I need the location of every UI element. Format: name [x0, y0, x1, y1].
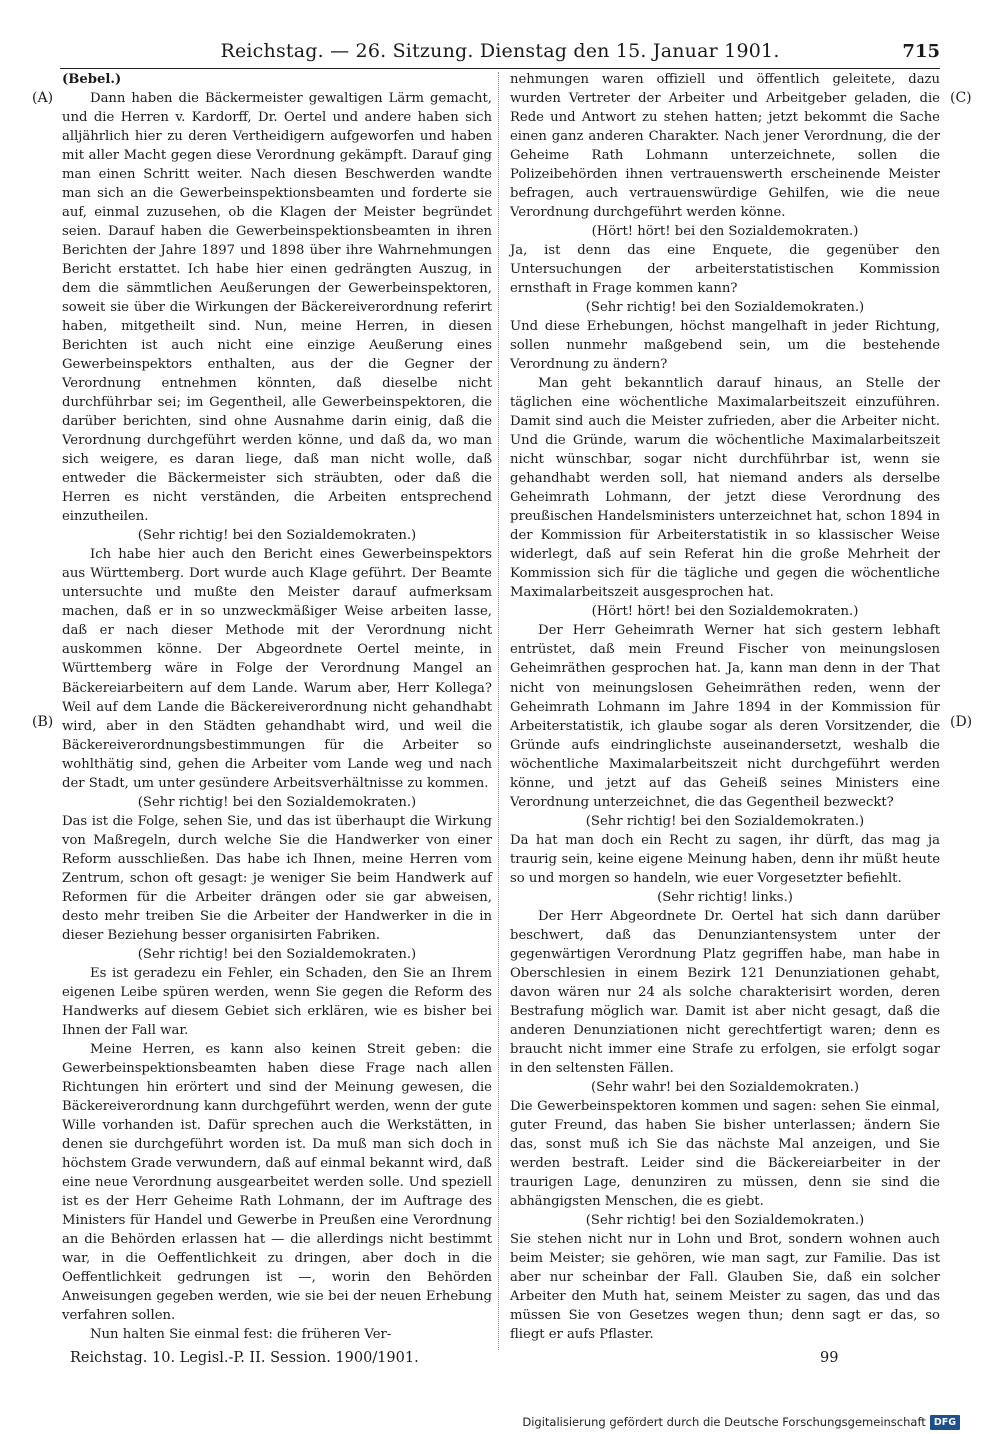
paragraph: Ja, ist denn das eine Enquete, die gegenüber den Untersuchungen der arbeiterstatistischen Kommission ernsthaft in Frage kommen kann? [510, 243, 940, 297]
audience-reaction: (Sehr richtig! bei den Sozialdemokraten.) [137, 794, 417, 810]
paragraph: Dann haben die Bäckermeister gewaltigen Lärm gemacht, und die Herren v. Kardorff, Dr. Oertel und andere haben sich alljährlich hier zu deren Vertheidigern aufgeworfen und haben mit aller Macht gegen diese Verordnung gekämpft. Darauf ging man einen Schritt weiter. Nach diesen Beschwerden wandte man sich an die Gewerbeinspektionsbeamten und forderte sie auf, einmal zuzusehen, ob die Klagen der Meister begründet seien. Darauf haben die Gewerbeinspektionsbeamten in ihren Berichten der Jahre 1897 und 1898 über ihre Wahrnehmungen Bericht erstattet. Ich habe hier einen gedrängten Auszug, in dem die sämmtlichen Aeußerungen der Gewerbeinspektoren, soweit sie über die Wirkungen der Bäckereiverordnung referirt haben, mitgetheilt sind. Nun, meine Herren, in diesen Berichten ist auch nicht eine einzige Aeußerung eines Gewerbeinspektors enthalten, aus der die Gegner der Verordnung entnehmen könnten, daß dieselbe nicht durchführbar sei; im Gegentheil, alle Gewerbeinspektoren, die darüber berichten, sind ohne Ausnahme darin einig, daß die Verordnung durchgeführt werden könne, und daß da, wo man sich weigere, es daran liege, daß man nicht wolle, daß entweder die Bäckermeister sich sträubten, oder daß die Herren es nicht verständen, die Arbeiten entsprechend einzutheilen. [62, 91, 492, 525]
left-text-column [62, 70, 492, 1344]
paragraph: Es ist geradezu ein Fehler, ein Schaden, den Sie an Ihrem eigenen Leibe spüren werden, wenn Sie gegen die Reform des Handwerks auf diesem Gebiet sich erklären, wie es bisher bei Ihnen der Fall war. [62, 965, 492, 1038]
margin-marker-c: (C) [950, 90, 972, 106]
paragraph: Der Herr Abgeordnete Dr. Oertel hat sich dann darüber beschwert, daß das Denunziantensystem unter der gegenwärtigen Verordnung Platz gegriffen habe, man habe in Oberschlesien in einem Bezirk 121 Denunziationen gehabt, davon wären nur 24 als solche charakterisirt worden, deren Bestrafung möglich war. Damit ist aber nicht gesagt, daß die anderen Denunziationen nicht gerechtfertigt waren; denn es braucht nicht immer eine Strafe zu erfolgen, sie erfolgt sogar in den seltensten Fällen. [510, 908, 940, 1076]
paragraph: Da hat man doch ein Recht zu sagen, ihr dürft, das mag ja traurig sein, keine eigene Meinung haben, denn ihr müßt heute so und morgen so handeln, wie euer Vorgesetzter befiehlt. [510, 832, 940, 886]
paragraph: Und diese Erhebungen, höchst mangelhaft in jeder Richtung, sollen nunmehr maßgebend sein, um die bestehende Verordnung zu ändern? [510, 319, 940, 373]
audience-reaction: (Sehr richtig! bei den Sozialdemokraten.) [137, 946, 417, 962]
audience-reaction: (Hört! hört! bei den Sozialdemokraten.) [591, 604, 859, 620]
audience-reaction: (Hört! hört! bei den Sozialdemokraten.) [591, 224, 859, 240]
dfg-logo: DFG [930, 1415, 960, 1430]
audience-reaction: (Sehr wahr! bei den Sozialdemokraten.) [591, 1079, 859, 1095]
footer-session-info: Reichstag. 10. Legisl.-P. II. Session. 1900/1901. [70, 1350, 419, 1366]
margin-marker-a: (A) [32, 90, 54, 106]
audience-reaction: (Sehr richtig! bei den Sozialdemokraten.) [585, 1212, 865, 1228]
column-divider [498, 72, 499, 1350]
speaker-label: (Bebel.) [62, 72, 122, 87]
credit-text: Digitalisierung gefördert durch die Deutsche Forschungsgemeinschaft [522, 1415, 926, 1429]
running-header [60, 38, 940, 69]
audience-reaction: (Sehr richtig! links.) [657, 889, 793, 905]
page-number: 715 [902, 41, 940, 62]
paragraph: Die Gewerbeinspektoren kommen und sagen: sehen Sie einmal, guter Freund, das haben Sie bisher unterlassen; ändern Sie das, sonst muß ich Sie das nächste Mal anzeigen, und Sie werden bestraft. Leider sind die Bäckereiarbeiter in der traurigen Lage, denunziren zu müssen, denn sie sind die abhängigsten Menschen, die es giebt. [510, 1098, 940, 1209]
footer-signature-mark: 99 [820, 1350, 839, 1366]
margin-marker-b: (B) [32, 714, 54, 730]
paragraph: Meine Herren, es kann also keinen Streit geben: die Gewerbeinspektionsbeamten haben diese Frage nach allen Richtungen hin erörtert und sind der Meinung gewesen, die Bäckereiverordnung kann durchgeführt werden, wenn der gute Wille vorhanden ist. Dafür sprechen auch die Werkstätten, in denen sie durchgeführt worden ist. Da muß man sich doch in höchstem Grade verwundern, daß auf einmal bekannt wird, daß eine neue Verordnung ausgearbeitet werden solle. Und speziell ist es der Herr Geheime Rath Lohmann, der im Auftrage des Ministers für Handel und Gewerbe in Preußen eine Verordnung an die Behörden erlassen hat — die allerdings nicht bestimmt war, in die Oeffentlichkeit zu dringen, aber doch in die Oeffentlichkeit gedrungen ist —, worin den Behörden Anweisungen gegeben werden, wie sie bei der neuen Erhebung verfahren sollen. [62, 1041, 492, 1324]
header-title: Reichstag. — 26. Sitzung. Dienstag den 15. Januar 1901. [220, 40, 780, 62]
right-text-column [510, 70, 940, 1344]
audience-reaction: (Sehr richtig! bei den Sozialdemokraten.) [585, 813, 865, 829]
paragraph: Man geht bekanntlich darauf hinaus, an Stelle der täglichen eine wöchentliche Maximalarbeitszeit einzuführen. Damit sind auch die Meister zufrieden, aber die Arbeiter nicht. Und die Gründe, warum die wöchentliche Maximalarbeitszeit nicht wünschbar, sogar nicht durchführbar ist, wenn sie gehandhabt werden soll, hat niemand anders als derselbe Geheimrath Lohmann, der jetzt diese Verordnung des preußischen Handelsministers unterzeichnet hat, schon 1894 in der Kommission für Arbeiterstatistik in so klassischer Weise widerlegt, daß auf sein Referat hin die große Mehrheit der Kommission sich für die tägliche und gegen die wöchentliche Maximalarbeitszeit ausgesprochen hat. [510, 376, 940, 601]
audience-reaction: (Sehr richtig! bei den Sozialdemokraten.) [585, 300, 865, 316]
digitization-credit [522, 1414, 960, 1430]
paragraph: Das ist die Folge, sehen Sie, und das ist überhaupt die Wirkung von Maßregeln, durch welche Sie die Handwerker von einer Reform ausschließen. Das habe ich Ihnen, meine Herren vom Zentrum, schon oft gesagt: je weniger Sie beim Handwerk auf Reformen für die Arbeiter drängen oder sie gar abweisen, desto mehr treiben Sie die Arbeiter der Handwerker in die in dieser Beziehung besser organisirten Fabriken. [62, 813, 492, 943]
paragraph: Nun halten Sie einmal fest: die früheren Ver- [90, 1327, 392, 1343]
margin-marker-d: (D) [950, 714, 973, 730]
paragraph: Der Herr Geheimrath Werner hat sich gestern lebhaft entrüstet, daß mein Freund Fischer von meinungslosen Geheimräthen gesprochen hat. Ja, kann man denn in der That nicht von meinungslosen Geheimräthen reden, wenn der Geheimrath Lohmann im Jahre 1894 in der Kommission für Arbeiterstatistik, ich glaube sogar als deren Vorsitzender, die Gründe aufs eindringlichste auseinandersetzt, weshalb die wöchentliche Maximalarbeitszeit nicht durchgeführt werden könne, und jetzt auf das Geheiß seines Ministers eine Verordnung unterzeichnet, die das Gegentheil bezweckt? [510, 623, 940, 810]
paragraph: Ich habe hier auch den Bericht eines Gewerbeinspektors aus Württemberg. Dort wurde auch Klage geführt. Der Beamte untersuchte und mußte den Meister darauf aufmerksam machen, daß er in so unzweckmäßiger Weise arbeiten lasse, daß er nach dieser Methode mit der Verordnung nicht auskommen könne. Der Abgeordnete Oertel meinte, in Württemberg wäre in Folge der Verordnung Mangel an Bäckereiarbeitern auf dem Lande. Warum aber, Herr Kollega? Weil auf dem Lande die Bäckereiverordnung nicht gehandhabt wird, aber in den Städten gehandhabt wird, und weil die Bäckereiverordnungsbestimmungen für die Arbeiter so wohlthätig sind, gehen die Arbeiter vom Lande weg und nach der Stadt, um unter gesündere Arbeitsverhältnisse zu kommen. [62, 547, 492, 791]
audience-reaction: (Sehr richtig! bei den Sozialdemokraten.) [137, 528, 417, 544]
paragraph: nehmungen waren offiziell und öffentlich geleitete, dazu wurden Vertreter der Arbeiter und Arbeitgeber geladen, die Rede und Antwort zu stehen hatten; jetzt bekommt die Sache einen ganz anderen Charakter. Nach jener Verordnung, die der Geheime Rath Lohmann unterzeichnete, sollen die Polizeibehörden ihnen vertrauenswerth erscheinende Meister befragen, auch vertrauenswürdige Gehilfen, wie die neue Verordnung durchgeführt werden könne. [510, 72, 940, 221]
paragraph: Sie stehen nicht nur in Lohn und Brot, sondern wohnen auch beim Meister; sie gehören, wie man sagt, zur Familie. Das ist aber nur scheinbar der Fall. Glauben Sie, daß ein solcher Arbeiter den Muth hat, seinem Meister zu sagen, das und das müssen Sie von Gesetzes wegen thun; denn sagt er das, so fliegt er aufs Pflaster. [510, 1231, 940, 1343]
